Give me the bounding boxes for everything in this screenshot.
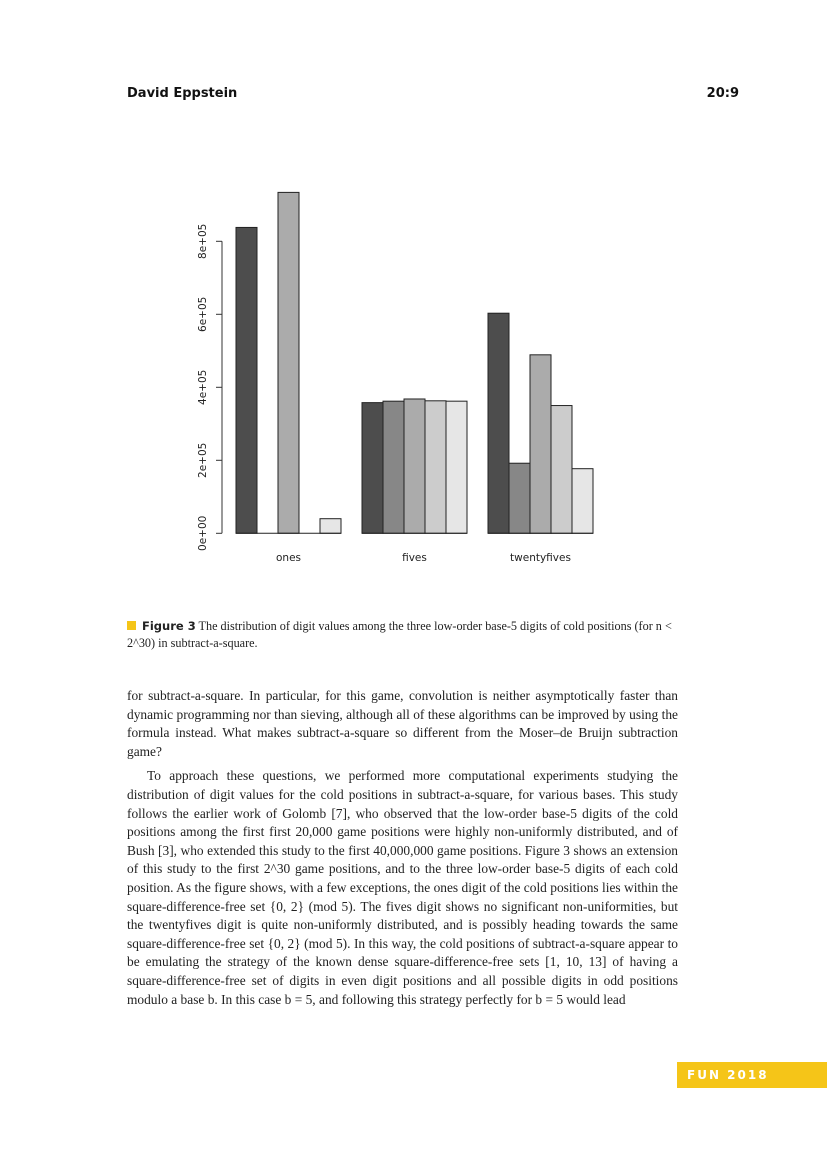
bar (530, 355, 551, 533)
bar (362, 403, 383, 534)
bar (425, 401, 446, 533)
x-category-label: ones (275, 552, 302, 564)
y-tick-label: 0e+00 (197, 515, 209, 551)
bar (320, 519, 341, 534)
running-author: David Eppstein (127, 86, 238, 101)
x-category-label: twentyfives (510, 552, 571, 564)
page-number: 20:9 (706, 86, 739, 101)
paragraph: To approach these questions, we performed more computational experiments studying the distribution of digit values for the cold positions in subtract-a-square, for various bases. This study follows the earlier work of Golomb [7], who observed that the low-order base-5 digits of the cold positions among the first first 20,000 game positions were highly non-uniformly distributed, and of Bush [3], who extended this study to the first 40,000,000 game positions. Figure 3 shows an extension of this study to the first 2^30 game positions, and to the three low-order base-5 digits of each cold position. As the figure shows, with a few exceptions, the ones digit of the cold positions lies within the square-difference-free set {0, 2} (mod 5). The fives digit shows no significant non-uniformities, but the twentyfives digit is quite non-uniformly distributed, and is possibly heading towards the same square-difference-free set {0, 2} (mod 5). In this way, the cold positions of subtract-a-square appear to be emulating the strategy of the known dense square-difference-free sets [1, 10, 13] of having a square-difference-free set of digits in even digit positions and all possible digits in odd positions modulo a base b. In this case b = 5, and following this strategy perfectly for b = 5 would lead (127, 768, 678, 1007)
bar-chart (190, 180, 610, 580)
paragraph: for subtract-a-square. In particular, for this game, convolution is neither asymptotically faster than dynamic programming nor than sieving, although all of these algorithms can be improved by using the formula instead. What makes subtract-a-square so different from the Moser–de Bruijn subtraction game? (127, 688, 678, 759)
bar (383, 401, 404, 533)
bar (551, 406, 572, 534)
bar (488, 313, 509, 533)
bar (236, 227, 257, 533)
bar (404, 399, 425, 533)
caption-text: The distribution of digit values among the three low-order base-5 digits of cold positions (for n < 2^30) in subtract-a-square. (127, 619, 672, 650)
y-tick-label: 2e+05 (197, 442, 209, 478)
bar (278, 192, 299, 533)
body-text (127, 687, 678, 1015)
x-category-label: fives (402, 552, 427, 564)
conference-badge: FUN 2018 (677, 1062, 827, 1088)
bar (509, 463, 530, 533)
bar (446, 401, 467, 533)
caption-marker (127, 621, 136, 630)
y-tick-label: 8e+05 (197, 223, 209, 259)
y-tick-label: 4e+05 (197, 369, 209, 405)
figure-caption (127, 618, 682, 652)
caption-label: Figure 3 (142, 619, 196, 633)
bar (572, 469, 593, 534)
y-tick-label: 6e+05 (197, 296, 209, 332)
